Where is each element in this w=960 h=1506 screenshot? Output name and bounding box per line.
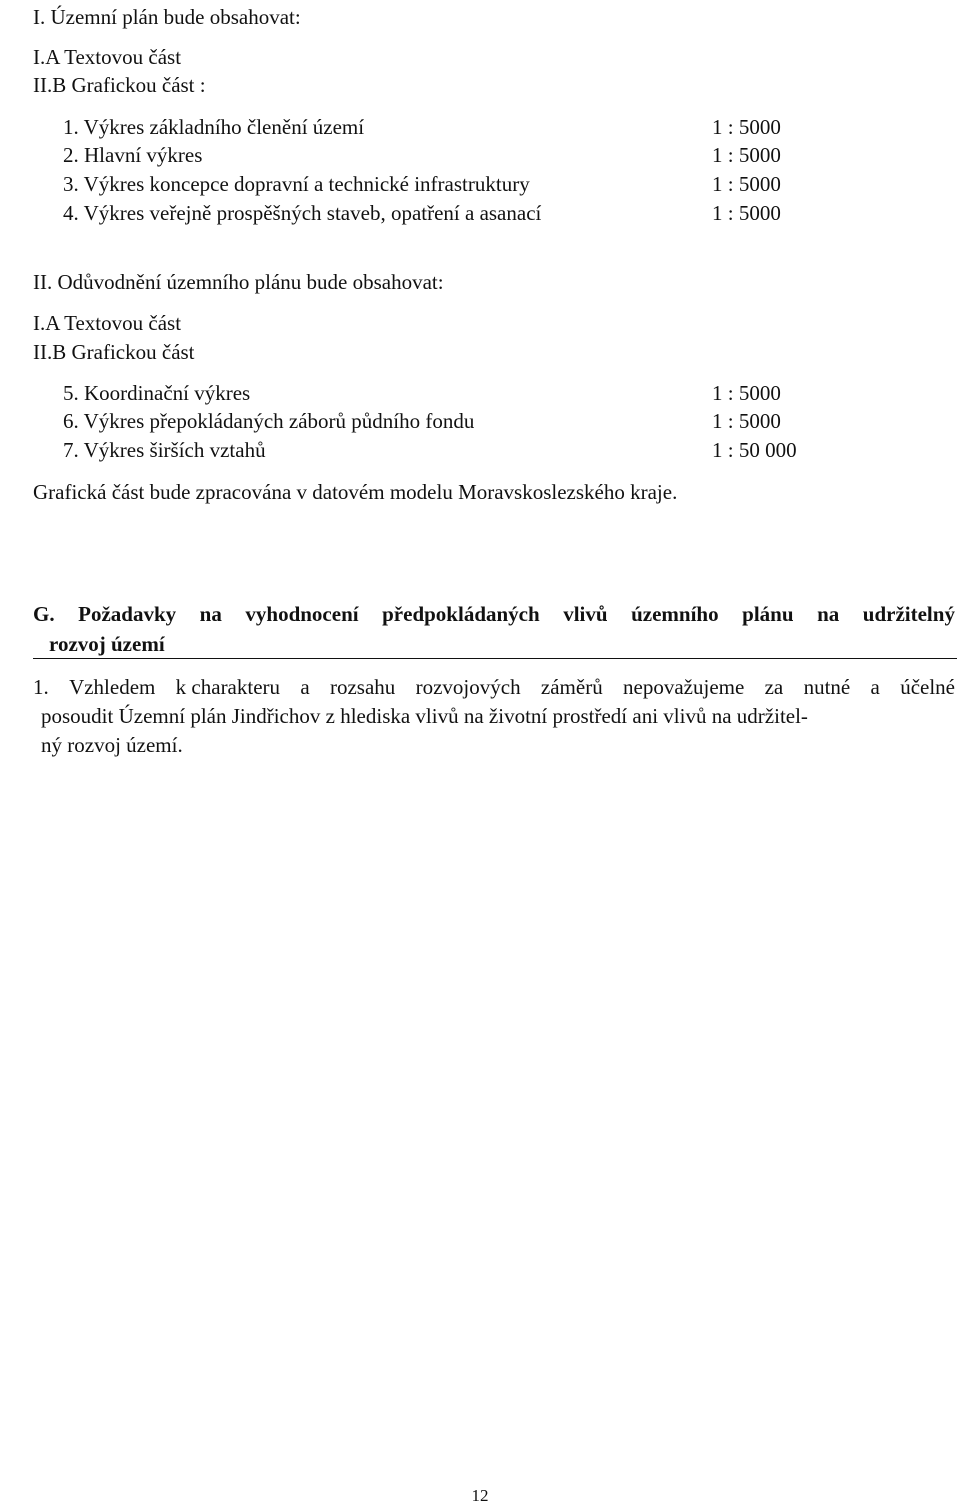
paragraph-word: za [764,675,784,699]
drawing-7-label: 7. Výkres širších vztahů [63,438,266,462]
heading-word: vlivů [563,602,608,626]
drawing-5-scale: 1 : 5000 [712,381,781,405]
paragraph-line-2: posoudit Územní plán Jindřichov z hlediska vlivů na životní prostředí ani vlivů na udržitel- [41,704,808,728]
paragraph-word: 1. [33,675,49,699]
heading-word: plánu [742,602,794,626]
drawing-5-label: 5. Koordinační výkres [63,381,251,405]
drawing-2-scale: 1 : 5000 [712,143,781,167]
section-g-heading-line1 [33,604,955,625]
page-number: 12 [471,1486,489,1505]
heading-word: územního [631,602,719,626]
paragraph-word: záměrů [540,675,603,699]
drawing-1-label: 1. Výkres základního členění území [63,115,365,139]
heading-word: na [199,602,222,626]
section-g-heading-line2: rozvoj území [49,632,165,656]
heading-word: G. [33,602,55,626]
section-ii-part-a: I.A Textovou část [33,311,182,335]
heading-word: vyhodnocení [245,602,359,626]
graphic-part-note: Grafická část bude zpracována v datovém modelu Moravskoslezského kraje. [33,480,678,504]
heading-word: na [817,602,840,626]
heading-underline [33,658,957,659]
drawing-7-scale: 1 : 50 000 [712,438,797,462]
drawing-4-scale: 1 : 5000 [712,201,781,225]
paragraph-word: a [300,675,310,699]
paragraph-word: rozsahu [329,675,396,699]
paragraph-word: k charakteru [175,675,281,699]
paragraph-word: účelné [900,675,955,699]
heading-word: Požadavky [78,602,177,626]
paragraph-word: nepovažujeme [623,675,745,699]
section-i-title: I. Územní plán bude obsahovat: [33,5,301,29]
drawing-2-label: 2. Hlavní výkres [63,143,203,167]
paragraph-line-3: ný rozvoj území. [41,733,183,757]
drawing-6-scale: 1 : 5000 [712,409,781,433]
heading-word: udržitelný [862,602,955,626]
section-i-part-a: I.A Textovou část [33,45,182,69]
paragraph-line-1 [33,677,955,698]
paragraph-word: Vzhledem [69,675,156,699]
paragraph-word: nutné [803,675,851,699]
drawing-1-scale: 1 : 5000 [712,115,781,139]
paragraph-word: rozvojových [415,675,521,699]
drawing-4-label: 4. Výkres veřejně prospěšných staveb, opatření a asanací [63,201,542,225]
drawing-6-label: 6. Výkres přepokládaných záborů půdního fondu [63,409,475,433]
drawing-3-scale: 1 : 5000 [712,172,781,196]
drawing-3-label: 3. Výkres koncepce dopravní a technické infrastruktury [63,172,530,196]
paragraph-word: a [870,675,880,699]
section-i-part-b: II.B Grafickou část : [33,73,206,97]
section-ii-part-b: II.B Grafickou část [33,340,195,364]
heading-word: předpokládaných [382,602,540,626]
section-ii-title: II. Odůvodnění územního plánu bude obsahovat: [33,270,444,294]
